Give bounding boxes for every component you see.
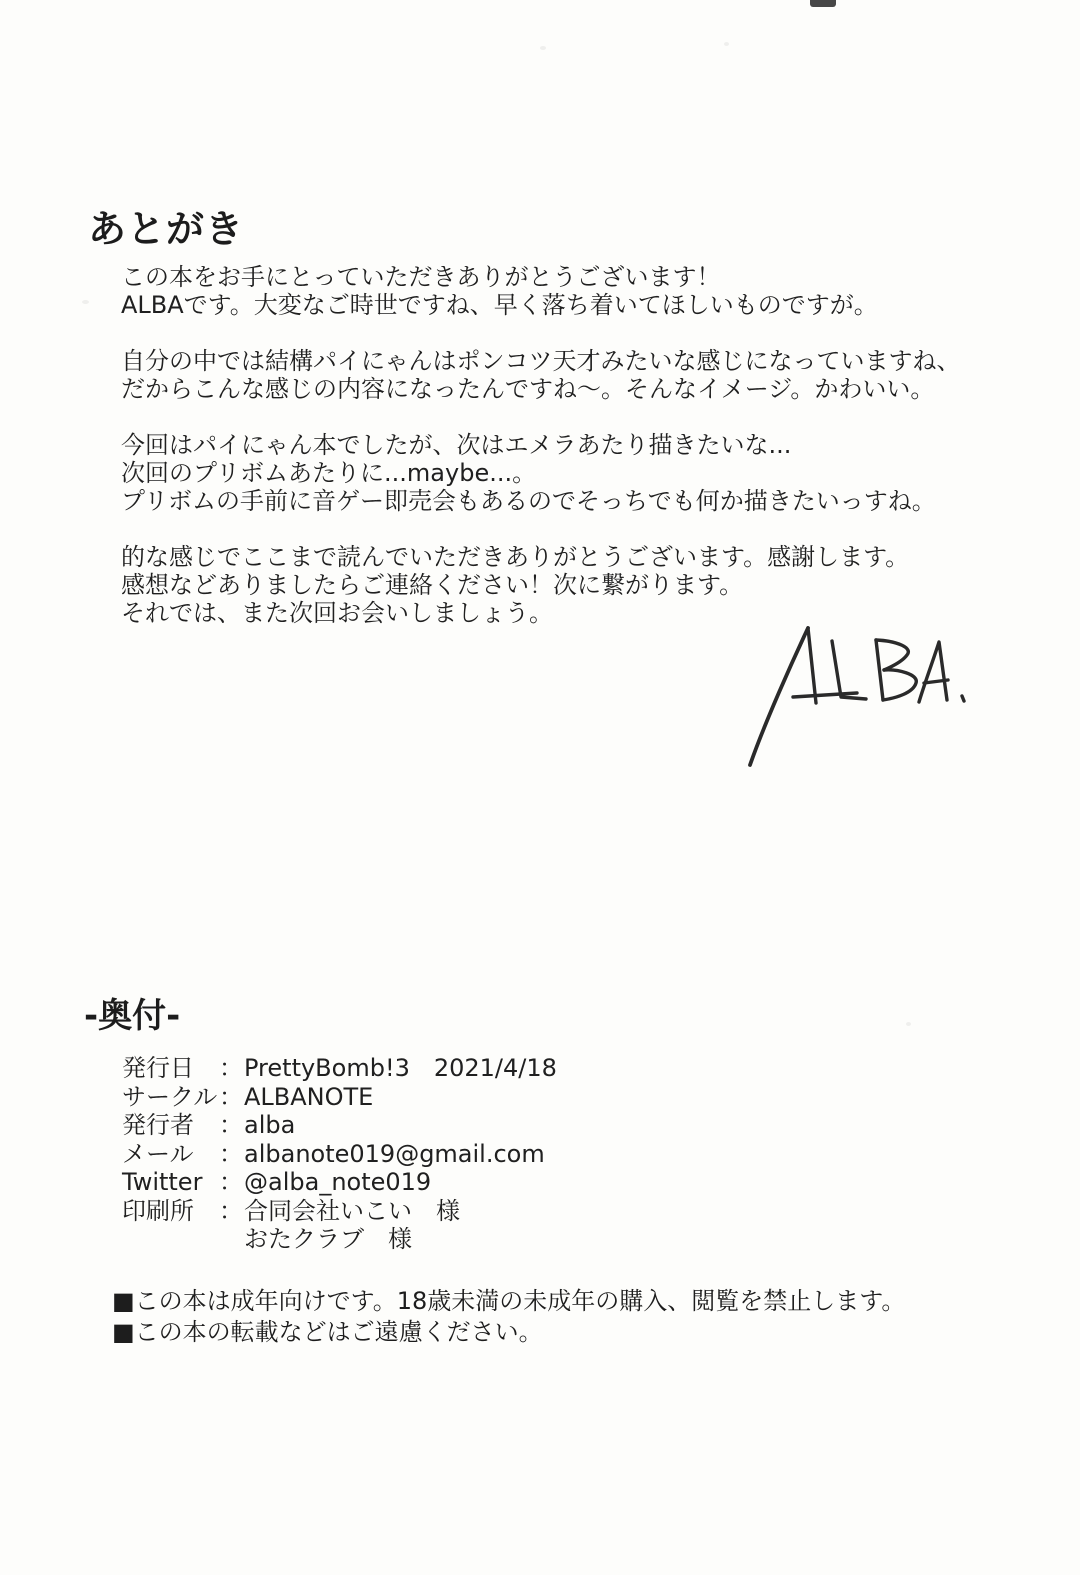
scan-speck <box>82 300 89 304</box>
afterword-body <box>121 263 961 655</box>
afterword-paragraph <box>121 431 961 515</box>
colophon-email-value: albanote019@gmail.com <box>244 1139 545 1168</box>
colophon-colon: ： <box>219 1196 243 1225</box>
colophon-value: alba <box>244 1111 296 1139</box>
colophon-row-circle <box>122 1083 557 1112</box>
colophon-row-printer <box>122 1197 557 1226</box>
text-line: この本をお手にとっていただきありがとうございます！ <box>121 263 721 291</box>
text-line: 的な感じでここまで読んでいただきありがとうございます。感謝します。 <box>121 543 910 571</box>
text-line: それでは、また次回お会いしましょう。 <box>121 599 553 627</box>
text-line: 感想などありましたらご連絡ください！次に繋がります。 <box>121 571 744 599</box>
colophon-label <box>122 1225 219 1254</box>
scan-speck <box>906 1022 911 1026</box>
text-line: 自分の中では結構パイにゃんはポンコツ天才みたいな感じになっていますね、 <box>121 347 961 375</box>
colophon-twitter-value: @alba_note019 <box>244 1168 432 1196</box>
afterword-paragraph <box>121 263 961 319</box>
text-line: ALBAです。大変なご時世ですね、早く落ち着いてほしいものですが。 <box>121 291 878 319</box>
colophon-row-printer-2 <box>122 1225 557 1254</box>
colophon-colon: ： <box>219 1054 243 1082</box>
text-line: プリボムの手前に音ゲー即売会もあるのでそっちでも何か描きたいっすね。 <box>121 487 936 515</box>
text-line: 次回のプリボムあたりに...maybe...。 <box>121 459 537 487</box>
colophon-label: メール <box>122 1139 194 1168</box>
colophon-table <box>122 1054 557 1254</box>
colophon-value: ALBANOTE <box>244 1082 374 1111</box>
colophon-label: 発行日 <box>122 1054 194 1082</box>
colophon-row-publisher <box>122 1111 557 1140</box>
notices <box>112 1286 905 1348</box>
colophon-label: サークル <box>122 1082 218 1111</box>
colophon-colon: ： <box>219 1111 243 1139</box>
colophon-title: -奥付- <box>84 996 181 1036</box>
colophon-label: Twitter <box>122 1168 203 1196</box>
colophon-colon: ： <box>219 1082 243 1111</box>
colophon-row-publish-date <box>122 1054 557 1083</box>
colophon-row-email <box>122 1140 557 1169</box>
afterword-paragraph <box>121 347 961 403</box>
colophon-value: 合同会社いこい 様 <box>244 1196 460 1225</box>
text-line: 今回はパイにゃん本でしたが、次はエメラあたり描きたいな... <box>121 431 792 459</box>
scan-artifact-mark <box>810 0 836 7</box>
alba-signature <box>735 610 980 775</box>
colophon-label: 印刷所 <box>122 1196 194 1225</box>
scan-speck <box>540 46 546 50</box>
colophon-value: PrettyBomb!3 2021/4/18 <box>244 1054 557 1082</box>
afterword-title: あとがき <box>88 207 245 251</box>
colophon-row-twitter <box>122 1168 557 1197</box>
colophon-colon: ： <box>219 1139 243 1168</box>
text-line: だからこんな感じの内容になったんですね～。そんなイメージ。かわいい。 <box>121 375 935 403</box>
colophon-colon: ： <box>219 1168 243 1196</box>
colophon-value: おたクラブ 様 <box>244 1225 412 1253</box>
no-repost-notice: ■この本の転載などはご遠慮ください。 <box>112 1318 543 1346</box>
signature-drawing <box>735 610 980 775</box>
colophon-label: 発行者 <box>122 1111 194 1139</box>
adult-warning-notice: ■この本は成年向けです。18歳未満の未成年の購入、閲覧を禁止します。 <box>112 1287 906 1315</box>
colophon-colon <box>219 1225 244 1254</box>
scan-speck <box>724 42 729 46</box>
